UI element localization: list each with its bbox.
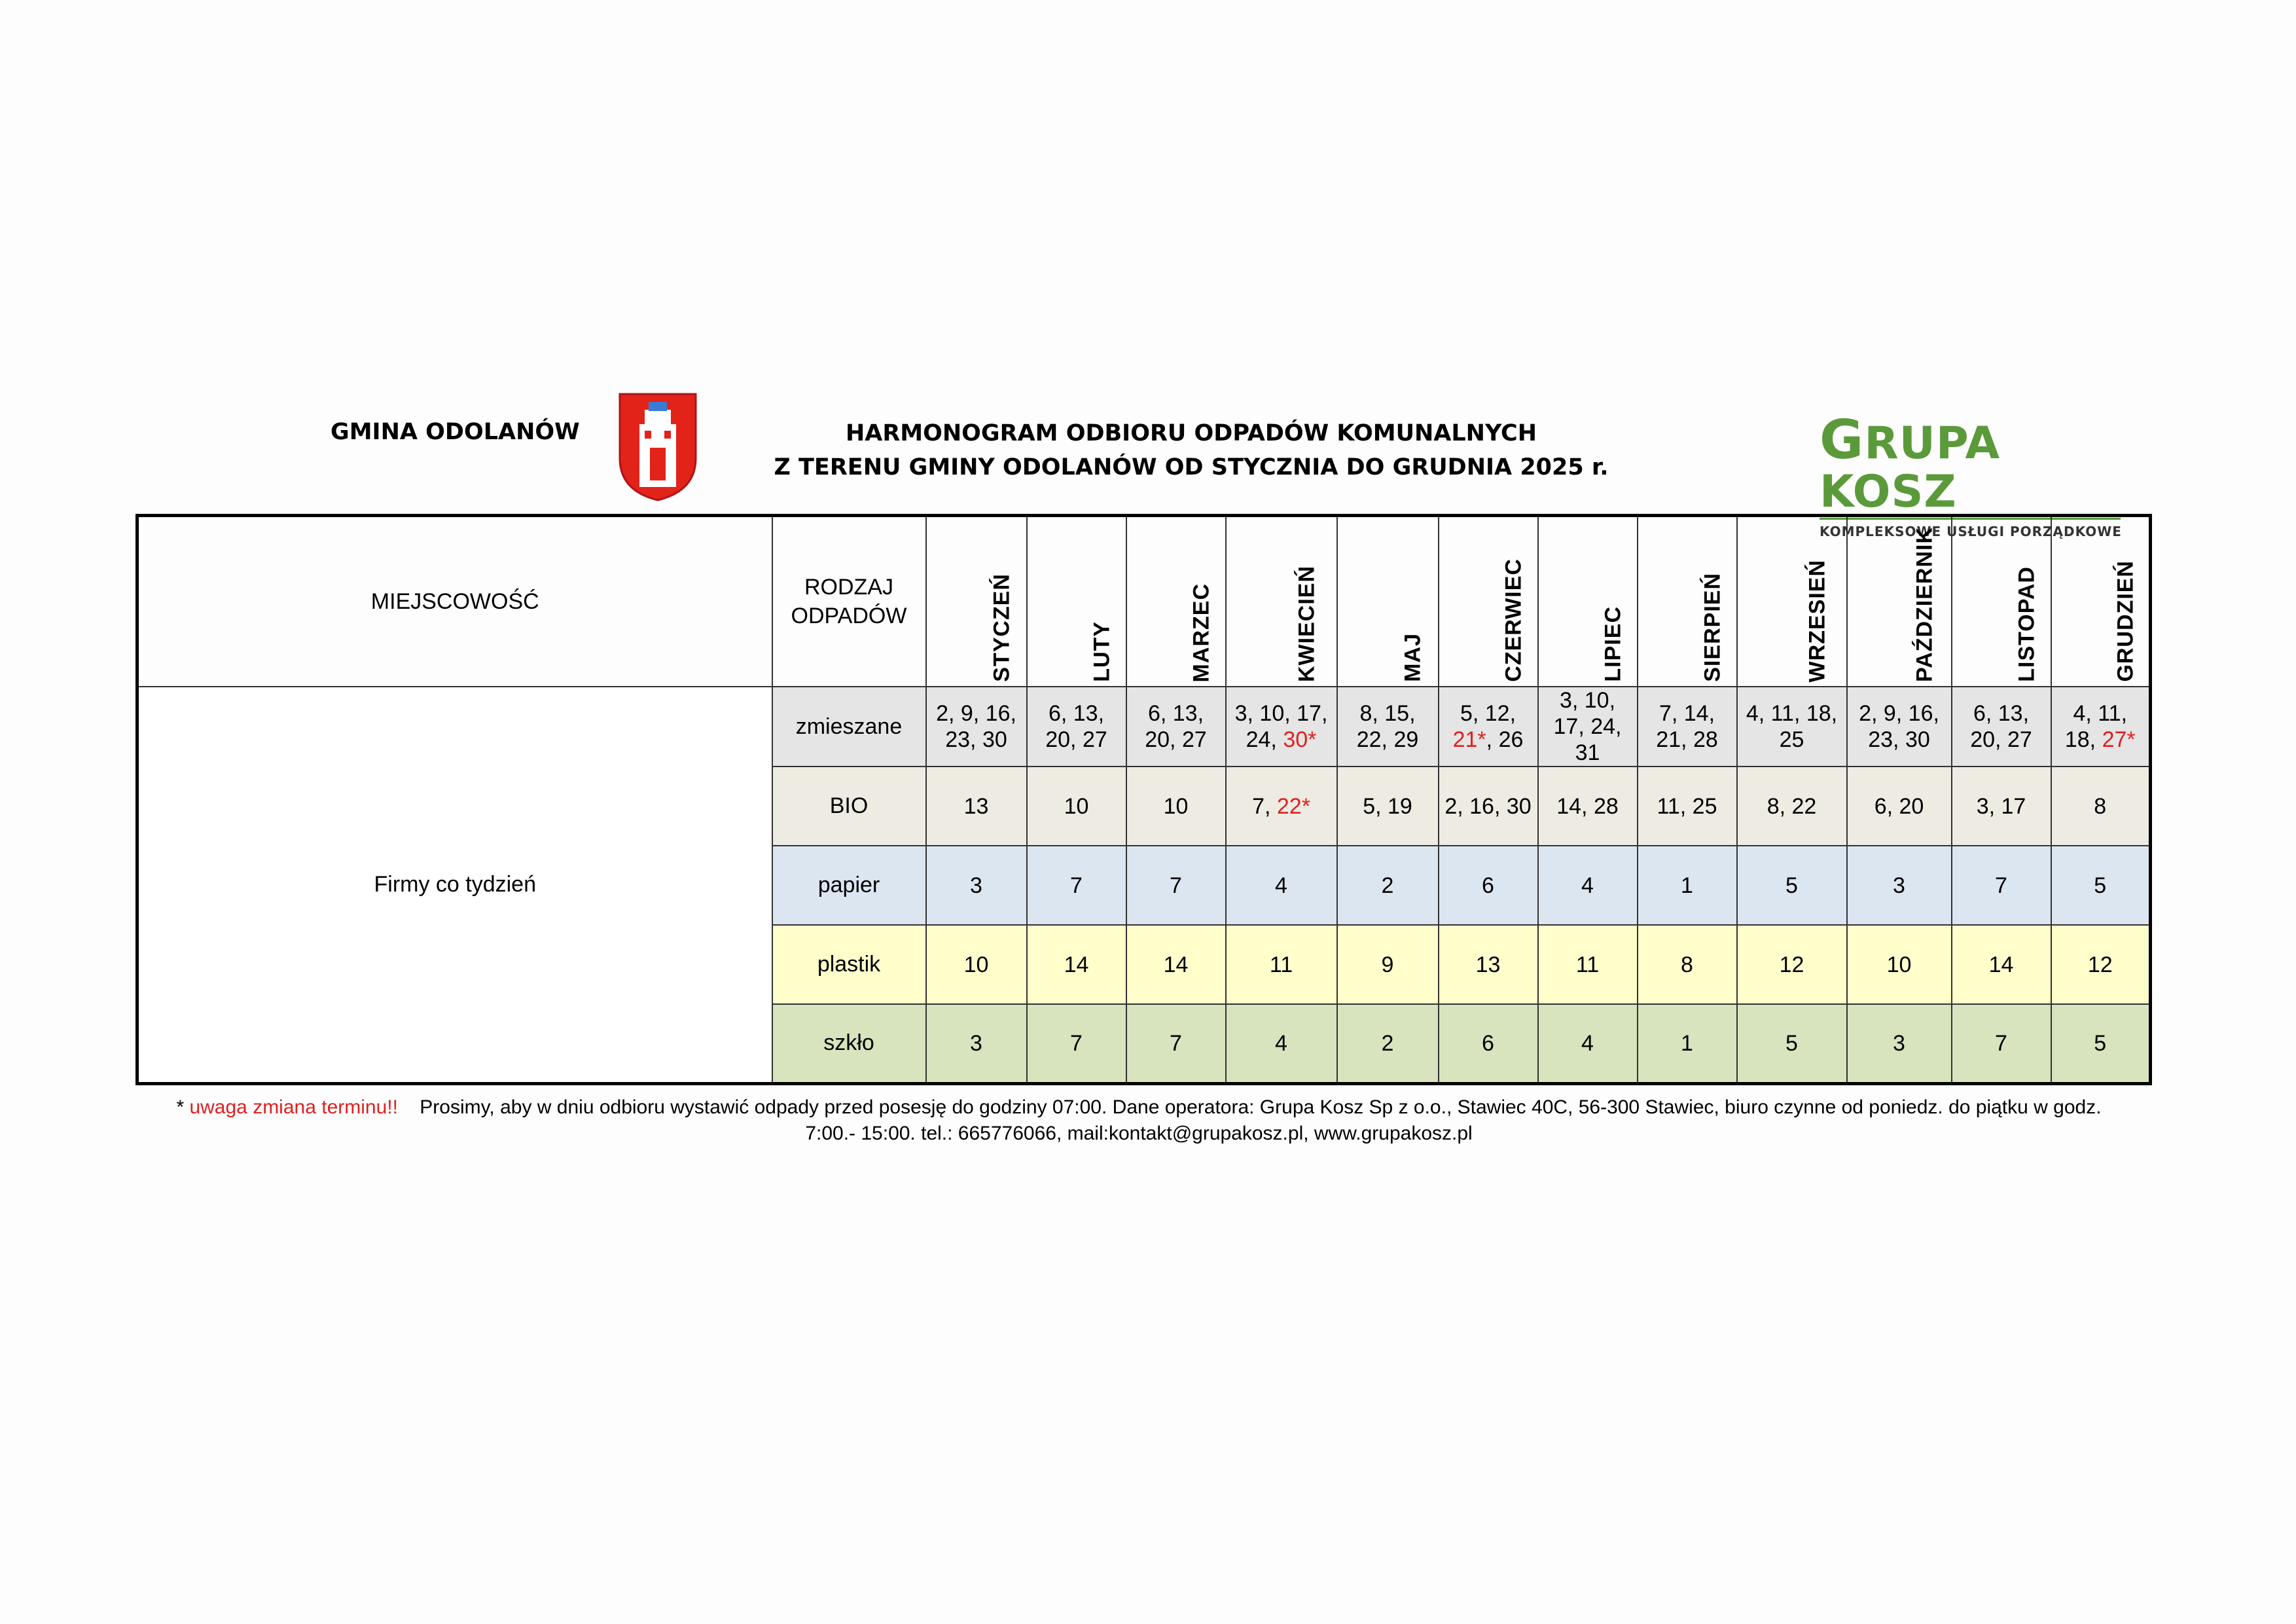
place-name: Firmy co tydzień [137, 687, 772, 1083]
pickup-dates-text: 25 [1779, 727, 1804, 752]
logo-tagline: KOMPLEKSOWE USŁUGI PORZĄDKOWE [1820, 524, 2122, 539]
changed-date: 22* [1276, 793, 1310, 819]
pickup-dates-text: 3, 10, 17, [1234, 701, 1328, 726]
pickup-dates-cell [1337, 925, 1439, 1004]
pickup-dates-text: 7 [1070, 1030, 1083, 1056]
pickup-dates-text: 6 [1482, 873, 1494, 898]
waste-type-label: papier [772, 846, 926, 925]
pickup-dates-text: 4 [1581, 873, 1594, 898]
waste-type-label: BIO [772, 767, 926, 846]
pickup-dates-text: 5, 12, [1460, 701, 1516, 726]
pickup-dates-text: 14 [1988, 952, 2014, 977]
month-label: KWIECIEŃ [1294, 566, 1319, 682]
title-line-1: HARMONOGRAM ODBIORU ODPADÓW KOMUNALNYCH [845, 420, 1537, 446]
crest-icon [619, 393, 697, 501]
pickup-dates-cell [1847, 846, 1952, 925]
month-label: CZERWIEC [1501, 558, 1526, 682]
pickup-dates-text: 13 [963, 793, 989, 819]
pickup-dates-cell [1027, 687, 1126, 767]
pickup-dates-text: 5, 19 [1363, 793, 1412, 819]
pickup-dates-cell [926, 767, 1027, 846]
pickup-dates-cell [1737, 1004, 1847, 1083]
month-header [1737, 516, 1847, 687]
month-header [1027, 516, 1126, 687]
pickup-dates-text: 14 [1064, 952, 1089, 977]
pickup-dates-text: 18, [2064, 727, 2102, 752]
pickup-dates-cell [1847, 687, 1952, 767]
pickup-dates-cell [1226, 767, 1337, 846]
pickup-dates-cell [1027, 925, 1126, 1004]
month-label: SIERPIEŃ [1700, 573, 1725, 682]
month-label: GRUDZIEŃ [2113, 560, 2138, 682]
month-label: MARZEC [1189, 583, 1213, 682]
column-header-place: MIEJSCOWOŚĆ [137, 516, 772, 687]
pickup-dates-text: 2 [1381, 1030, 1394, 1056]
pickup-dates-text: 7 [1170, 873, 1182, 898]
month-header [1439, 516, 1538, 687]
pickup-dates-cell [1737, 846, 1847, 925]
pickup-dates-text: 2, 16, 30 [1444, 793, 1532, 819]
pickup-dates-text: 10 [1064, 793, 1089, 819]
pickup-dates-text: 4, 11, 18, [1746, 701, 1838, 726]
pickup-dates-text: 5 [2094, 873, 2107, 898]
pickup-dates-cell [1337, 846, 1439, 925]
pickup-dates-text: 3 [1893, 873, 1905, 898]
pickup-dates-text: 6, 13, [1048, 701, 1105, 726]
month-header [1538, 516, 1638, 687]
pickup-dates-cell [1439, 1004, 1538, 1083]
month-label: LIPIEC [1600, 606, 1625, 682]
footer-note [141, 1094, 2137, 1147]
pickup-dates-text: 7 [1170, 1030, 1182, 1056]
pickup-dates-cell [1337, 1004, 1439, 1083]
pickup-dates-text: 20, 27 [1045, 727, 1107, 752]
pickup-dates-text: 11, 25 [1657, 793, 1717, 819]
pickup-dates-text: 1 [1681, 873, 1693, 898]
pickup-dates-text: 3, 17 [1976, 793, 2026, 819]
pickup-dates-text: 4 [1581, 1030, 1594, 1056]
pickup-dates-text: 7 [1070, 873, 1083, 898]
pickup-dates-cell [1952, 925, 2051, 1004]
pickup-dates-cell [1126, 687, 1226, 767]
header-row [137, 516, 2151, 687]
pickup-dates-text: 5 [1785, 1030, 1798, 1056]
pickup-dates-cell [1439, 687, 1538, 767]
waste-type-label: szkło [772, 1004, 926, 1083]
pickup-dates-cell [1226, 846, 1337, 925]
municipality-name: GMINA ODOLANÓW [331, 419, 580, 445]
pickup-dates-text: 21, 28 [1656, 727, 1718, 752]
footer-asterisk: * [176, 1096, 190, 1118]
pickup-dates-cell [1538, 767, 1638, 846]
month-header [1638, 516, 1737, 687]
pickup-dates-text: 10 [963, 952, 989, 977]
pickup-dates-text: 2, 9, 16, [1859, 701, 1939, 726]
pickup-dates-text: 6, 13, [1973, 701, 2030, 726]
pickup-dates-cell [2051, 1004, 2151, 1083]
month-label: STYCZEŃ [989, 573, 1014, 682]
pickup-dates-text: 2 [1381, 873, 1394, 898]
pickup-dates-text: 8 [2094, 793, 2107, 819]
pickup-dates-text: 4 [1275, 873, 1287, 898]
pickup-dates-text: 13 [1475, 952, 1501, 977]
pickup-dates-cell [1226, 687, 1337, 767]
pickup-dates-cell [1126, 925, 1226, 1004]
pickup-dates-cell [1952, 846, 2051, 925]
pickup-dates-text: 3, 10, [1559, 688, 1616, 713]
pickup-dates-text: 23, 30 [945, 727, 1007, 752]
schedule-title [772, 416, 1610, 484]
pickup-dates-text: 24, [1246, 727, 1283, 752]
pickup-dates-text: 9 [1381, 952, 1394, 977]
pickup-dates-cell [1439, 925, 1538, 1004]
pickup-dates-text: 7, 14, [1659, 701, 1715, 726]
pickup-dates-text: 5 [2094, 1030, 2107, 1056]
pickup-dates-text: 6, 13, [1147, 701, 1204, 726]
month-label: MAJ [1400, 633, 1426, 682]
pickup-dates-text: 3 [970, 873, 982, 898]
pickup-dates-text: 11 [1575, 952, 1600, 977]
changed-date: 27* [2102, 727, 2136, 752]
pickup-dates-text: 3 [1893, 1030, 1905, 1056]
month-header [1226, 516, 1337, 687]
month-header [2051, 516, 2151, 687]
waste-type-label: plastik [772, 925, 926, 1004]
pickup-dates-cell [2051, 767, 2151, 846]
pickup-dates-cell [1952, 767, 2051, 846]
pickup-dates-text: 6 [1482, 1030, 1494, 1056]
pickup-dates-cell [1952, 687, 2051, 767]
pickup-dates-text: 3 [970, 1030, 982, 1056]
pickup-dates-cell [926, 1004, 1027, 1083]
pickup-dates-cell [1737, 687, 1847, 767]
month-label: WRZESIEŃ [1804, 559, 1829, 682]
pickup-dates-cell [2051, 687, 2151, 767]
pickup-dates-cell [1337, 767, 1439, 846]
month-header [1126, 516, 1226, 687]
pickup-dates-text: 17, 24, [1553, 714, 1622, 739]
pickup-dates-text: 2, 9, 16, [936, 701, 1016, 726]
pickup-dates-cell [1439, 767, 1538, 846]
pickup-dates-cell [1226, 1004, 1337, 1083]
pickup-dates-text: 11 [1269, 952, 1293, 977]
change-warning: uwaga zmiana terminu!! [189, 1096, 398, 1118]
pickup-dates-cell [1638, 846, 1737, 925]
pickup-dates-text: 10 [1163, 793, 1189, 819]
pickup-dates-text: 1 [1681, 1030, 1693, 1056]
pickup-dates-cell [1538, 687, 1638, 767]
title-line-2: Z TERENU GMINY ODOLANÓW OD STYCZNIA DO GRUDNIA 2025 r. [774, 454, 1609, 480]
pickup-dates-cell [1126, 846, 1226, 925]
pickup-dates-cell [1952, 1004, 2051, 1083]
pickup-dates-text: 8, 15, [1359, 701, 1416, 726]
changed-date: 30* [1283, 727, 1317, 752]
pickup-dates-text: 12 [2087, 952, 2113, 977]
pickup-dates-cell [2051, 846, 2151, 925]
pickup-dates-text: 20, 27 [1145, 727, 1207, 752]
pickup-dates-text: , 26 [1486, 727, 1524, 752]
pickup-dates-text: 22, 29 [1356, 727, 1419, 752]
month-label: PAŹDZIERNIK [1912, 526, 1937, 682]
pickup-dates-cell [1439, 846, 1538, 925]
pickup-dates-cell [1638, 925, 1737, 1004]
pickup-dates-cell [1638, 767, 1737, 846]
pickup-dates-text: 31 [1575, 740, 1600, 765]
month-label: LISTOPAD [2014, 566, 2039, 682]
pickup-dates-cell [2051, 925, 2151, 1004]
pickup-dates-cell [1126, 1004, 1226, 1083]
pickup-dates-cell [926, 925, 1027, 1004]
pickup-dates-text: 23, 30 [1868, 727, 1930, 752]
pickup-dates-text: 8, 22 [1767, 793, 1817, 819]
pickup-dates-cell [1847, 1004, 1952, 1083]
changed-date: 21* [1452, 727, 1486, 752]
pickup-dates-text: 7 [1995, 873, 2007, 898]
month-header [1337, 516, 1439, 687]
logo-wordmark: GRUPA KOSZ [1820, 409, 2001, 518]
month-header [926, 516, 1027, 687]
footer-line-1: Prosimy, aby w dniu odbioru wystawić odpady przed posesję do godziny 07:00. Dane operatora: Grupa Kosz Sp z o.o., Stawiec 40C, 56-300 Stawiec, biuro czynne od poniedz. do piątku w godz. [420, 1096, 2102, 1118]
pickup-dates-cell [1538, 1004, 1638, 1083]
pickup-dates-cell [1538, 925, 1638, 1004]
collection-schedule-table [135, 514, 2152, 1085]
pickup-dates-cell [1538, 846, 1638, 925]
waste-type-label: zmieszane [772, 687, 926, 767]
pickup-dates-text: 14, 28 [1556, 793, 1619, 819]
pickup-dates-text: 8 [1681, 952, 1693, 977]
pickup-dates-text: 14 [1163, 952, 1189, 977]
waste-row [137, 687, 2151, 767]
pickup-dates-cell [1226, 925, 1337, 1004]
pickup-dates-cell [1737, 767, 1847, 846]
month-label: LUTY [1089, 621, 1114, 682]
footer-line-2: 7:00.- 15:00. tel.: 665776066, mail:kontakt@grupakosz.pl, www.grupakosz.pl [805, 1123, 1473, 1144]
pickup-dates-cell [1847, 925, 1952, 1004]
pickup-dates-cell [1847, 767, 1952, 846]
pickup-dates-cell [1638, 1004, 1737, 1083]
pickup-dates-cell [1027, 767, 1126, 846]
month-header [1952, 516, 2051, 687]
pickup-dates-cell [1737, 925, 1847, 1004]
pickup-dates-text: 10 [1886, 952, 1912, 977]
month-header [1847, 516, 1952, 687]
pickup-dates-text: 4 [1275, 1030, 1287, 1056]
pickup-dates-text: 7 [1995, 1030, 2007, 1056]
pickup-dates-cell [1027, 846, 1126, 925]
pickup-dates-text: 5 [1785, 873, 1798, 898]
pickup-dates-cell [926, 687, 1027, 767]
pickup-dates-cell [1638, 687, 1737, 767]
pickup-dates-text: 4, 11, [2073, 701, 2128, 726]
pickup-dates-text: 20, 27 [1970, 727, 2032, 752]
pickup-dates-cell [1027, 1004, 1126, 1083]
pickup-dates-cell [1126, 767, 1226, 846]
pickup-dates-cell [926, 846, 1027, 925]
pickup-dates-cell [1337, 687, 1439, 767]
column-header-waste-type: RODZAJ ODPADÓW [772, 516, 926, 687]
pickup-dates-text: 6, 20 [1874, 793, 1924, 819]
pickup-dates-text: 12 [1779, 952, 1804, 977]
pickup-dates-text: 7, [1252, 793, 1277, 819]
